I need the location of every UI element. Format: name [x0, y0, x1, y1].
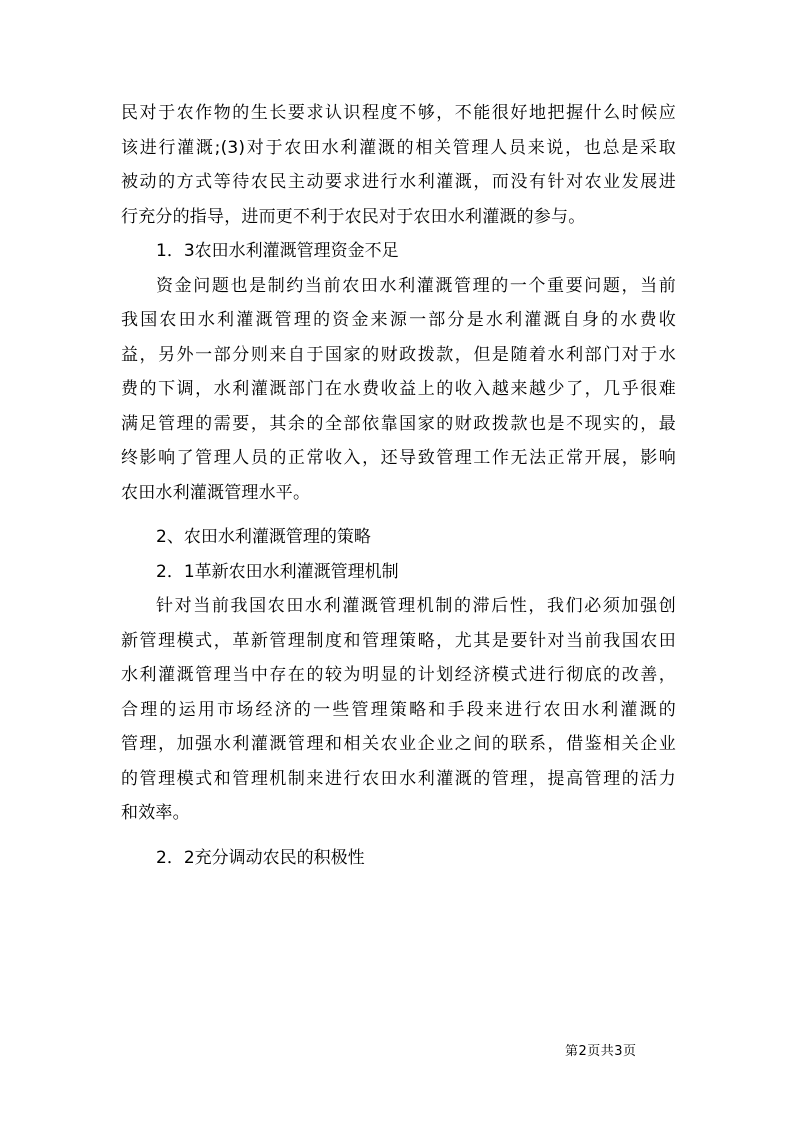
paragraph-continued [121, 96, 676, 234]
text-line: 民对于农作物的生长要求认识程度不够，不能很好地把握什么时候应 [121, 103, 676, 123]
section-heading-2-1: 2．1革新农田水利灌溉管理机制 [156, 561, 399, 582]
text-line: 和效率。 [121, 803, 190, 823]
text-line: 资金问题也是制约当前农田水利灌溉管理的一个重要问题，当前 [156, 275, 676, 296]
text-line: 行充分的指导，进而更不利于农民对于农田水利灌溉的参与。 [121, 206, 586, 227]
text-line: 被动的方式等待农民主动要求进行水利灌溉，而没有针对农业发展进 [121, 172, 676, 192]
text-line: 针对当前我国农田水利灌溉管理机制的滞后性，我们必须加强创 [156, 596, 676, 616]
text-line: 益，另外一部分则来自于国家的财政拨款，但是随着水利部门对于水 [121, 344, 676, 365]
document-body [121, 96, 676, 875]
page-number: 第2页共3页 [565, 1044, 637, 1059]
text-line: 合理的运用市场经济的一些管理策略和手段来进行农田水利灌溉的 [121, 699, 676, 720]
paragraph-funding [121, 269, 676, 511]
text-line: 我国农田水利灌溉管理的资金来源一部分是水利灌溉自身的水费收 [121, 310, 676, 330]
section-heading-2: 2、农田水利灌溉管理的策略 [156, 527, 371, 547]
text-line: 新管理模式，革新管理制度和管理策略，尤其是要针对当前我国农田 [121, 630, 676, 651]
text-line: 该进行灌溉;(3)对于农田水利灌溉的相关管理人员来说，也总是采取 [121, 137, 676, 158]
paragraph-mechanism [121, 589, 676, 831]
text-line: 水利灌溉管理当中存在的较为明显的计划经济模式进行彻底的改善， [121, 665, 676, 685]
text-line: 终影响了管理人员的正常收入，还导致管理工作无法正常开展，影响 [121, 448, 676, 468]
text-line: 满足管理的需要，其余的全部依靠国家的财政拨款也是不现实的，最 [121, 413, 676, 434]
section-heading-2-2: 2．2充分调动农民的积极性 [156, 847, 365, 868]
text-line: 农田水利灌溉管理水平。 [121, 482, 311, 503]
text-line: 的管理模式和管理机制来进行农田水利灌溉的管理，提高管理的活力 [121, 768, 676, 789]
text-line: 费的下调，水利灌溉部门在水费收益上的收入越来越少了，几乎很难 [121, 379, 676, 399]
text-line: 管理，加强水利灌溉管理和相关农业企业之间的联系，借鉴相关企业 [121, 734, 676, 754]
section-heading-1-3: 1．3农田水利灌溉管理资金不足 [156, 241, 399, 261]
